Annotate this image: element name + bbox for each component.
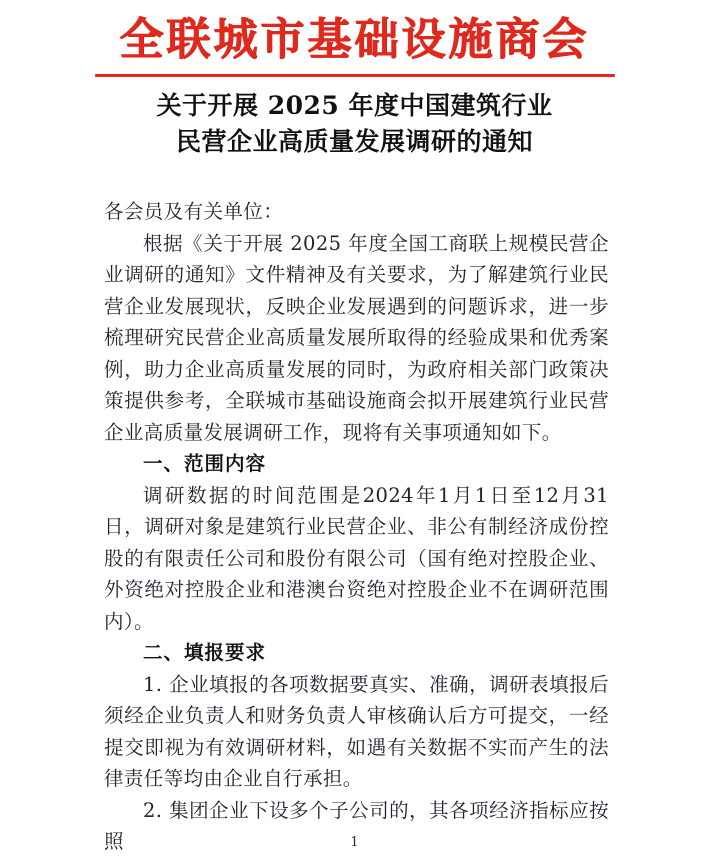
letterhead-divider <box>95 74 615 77</box>
intro-paragraph: 根据《关于开展 2025 年度全国工商联上规模民营企业调研的通知》文件精神及有关要求，为了解建筑行业民营企业发展现状，反映企业发展遇到的问题诉求，进一步梳理研究民营企业高质量发展所取得的经验成果和优秀案例，助力企业高质量发展的同时，为政府相关部门政策决策提供参考，全联城市基础设施商会拟开展建筑行业民营企业高质量发展调研工作，现将有关事项通知如下。 <box>104 231 609 444</box>
section-heading-1: 一、范围内容 <box>143 452 267 475</box>
letterhead <box>0 14 709 77</box>
page-number: 1 <box>350 835 359 850</box>
document-title-line-1: 关于开展 2025 年度中国建筑行业 <box>156 91 553 120</box>
organization-name: 全联城市基础设施商会 <box>119 14 590 65</box>
section-heading-2: 二、填报要求 <box>143 641 267 664</box>
document-title <box>0 88 709 160</box>
salutation: 各会员及有关单位： <box>104 200 284 223</box>
section-1-paragraph: 调研数据的时间范围是2024年1月1日至12月31日，调研对象是建筑行业民营企业、非公有制经济成份控股的有限责任公司和股份有限公司（国有绝对控股企业、外资绝对控股企业和港澳台资绝对控股企业不在调研范围内）。 <box>104 483 609 633</box>
document-title-line-2: 民营企业高质量发展调研的通知 <box>175 127 533 156</box>
section-2-item-1: 1. 企业填报的各项数据要真实、准确，调研表填报后须经企业负责人和财务负责人审核确认后方可提交，一经提交即视为有效调研材料，如遇有关数据不实而产生的法律责任等均由企业自行承担。 <box>104 672 609 790</box>
section-2-item-2: 2. 集团企业下设多个子公司的，其各项经济指标应按照 <box>104 798 609 853</box>
document-body <box>104 196 609 858</box>
